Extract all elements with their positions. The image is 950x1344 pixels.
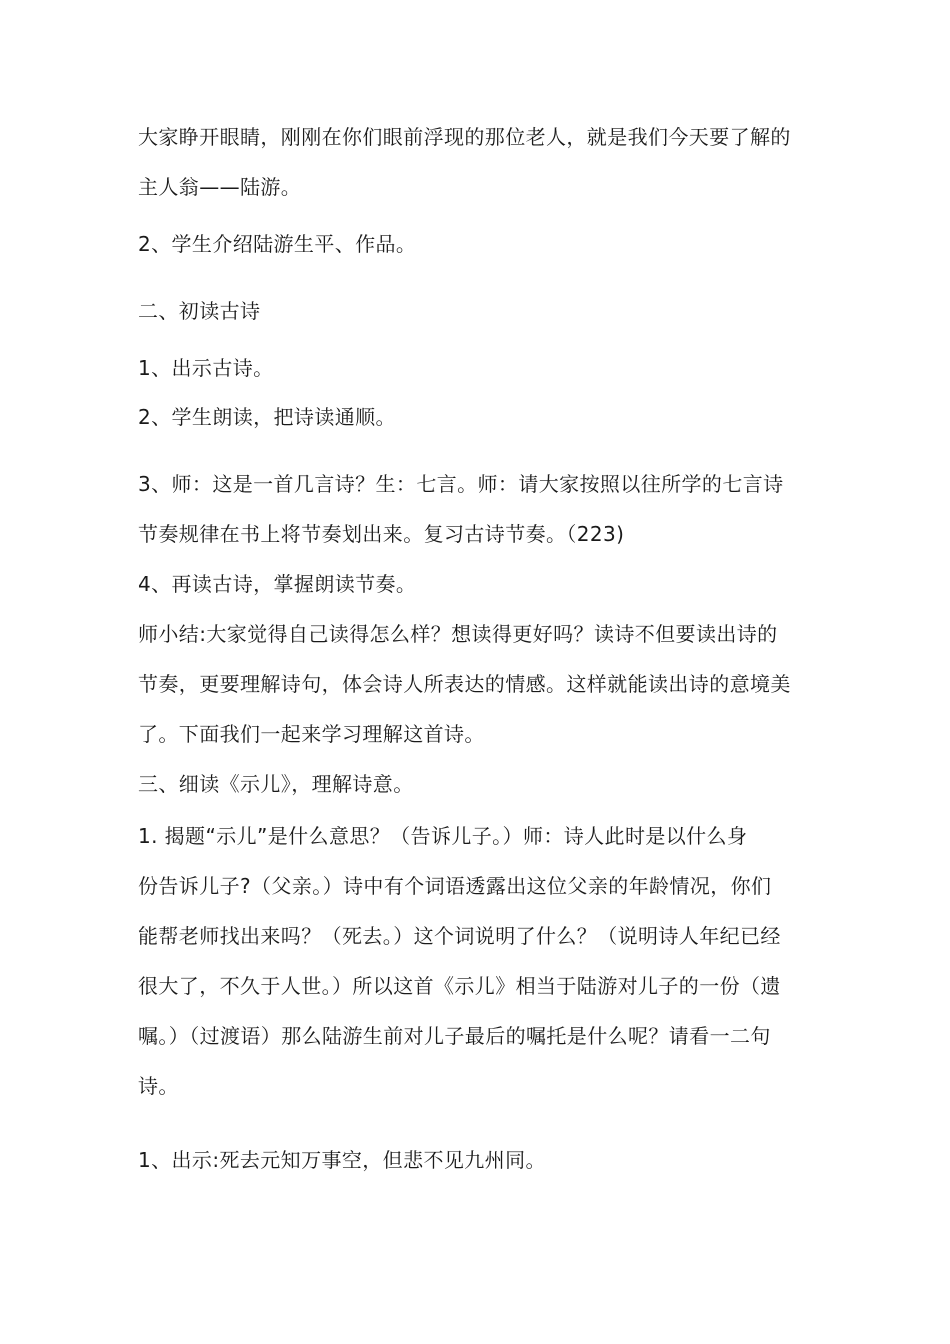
text-line: 节奏规律在书上将节奏划出来。复习古诗节奏。（223): [138, 522, 625, 546]
text-line: 师小结:大家觉得自己读得怎么样？想读得更好吗？读诗不但要读出诗的: [138, 622, 778, 646]
text-line: 很大了，不久于人世。）所以这首《示儿》相当于陆游对儿子的一份（遗: [138, 974, 781, 998]
section-heading: 二、初读古诗: [138, 299, 261, 323]
text-line: 份告诉儿子?（父亲。）诗中有个词语透露出这位父亲的年龄情况，你们: [138, 874, 772, 898]
text-line: 1、出示:死去元知万事空，但悲不见九州同。: [138, 1148, 546, 1172]
text-line: 嘱。）（过渡语）那么陆游生前对儿子最后的嘱托是什么呢？请看一二句: [138, 1024, 771, 1048]
section-heading: 三、细读《示儿》，理解诗意。: [138, 772, 414, 796]
text-line: 节奏，更要理解诗句，体会诗人所表达的情感。这样就能读出诗的意境美: [138, 672, 791, 696]
text-line: 1. 揭题“示儿”是什么意思？（告诉儿子。）师：诗人此时是以什么身: [138, 824, 748, 848]
text-line: 3、师：这是一首几言诗？生：七言。师：请大家按照以往所学的七言诗: [138, 472, 784, 496]
text-line: 2、学生介绍陆游生平、作品。: [138, 232, 417, 256]
text-line: 诗。: [138, 1074, 179, 1098]
text-line: 大家睁开眼睛，刚刚在你们眼前浮现的那位老人，就是我们今天要了解的: [138, 125, 791, 149]
text-line: 能帮老师找出来吗？（死去。）这个词说明了什么？（说明诗人年纪已经: [138, 924, 781, 948]
text-line: 主人翁——陆游。: [138, 175, 302, 199]
text-line: 了。下面我们一起来学习理解这首诗。: [138, 722, 485, 746]
text-line: 4、再读古诗，掌握朗读节奏。: [138, 572, 417, 596]
text-line: 2、学生朗读，把诗读通顺。: [138, 405, 396, 429]
text-line: 1、出示古诗。: [138, 356, 274, 380]
